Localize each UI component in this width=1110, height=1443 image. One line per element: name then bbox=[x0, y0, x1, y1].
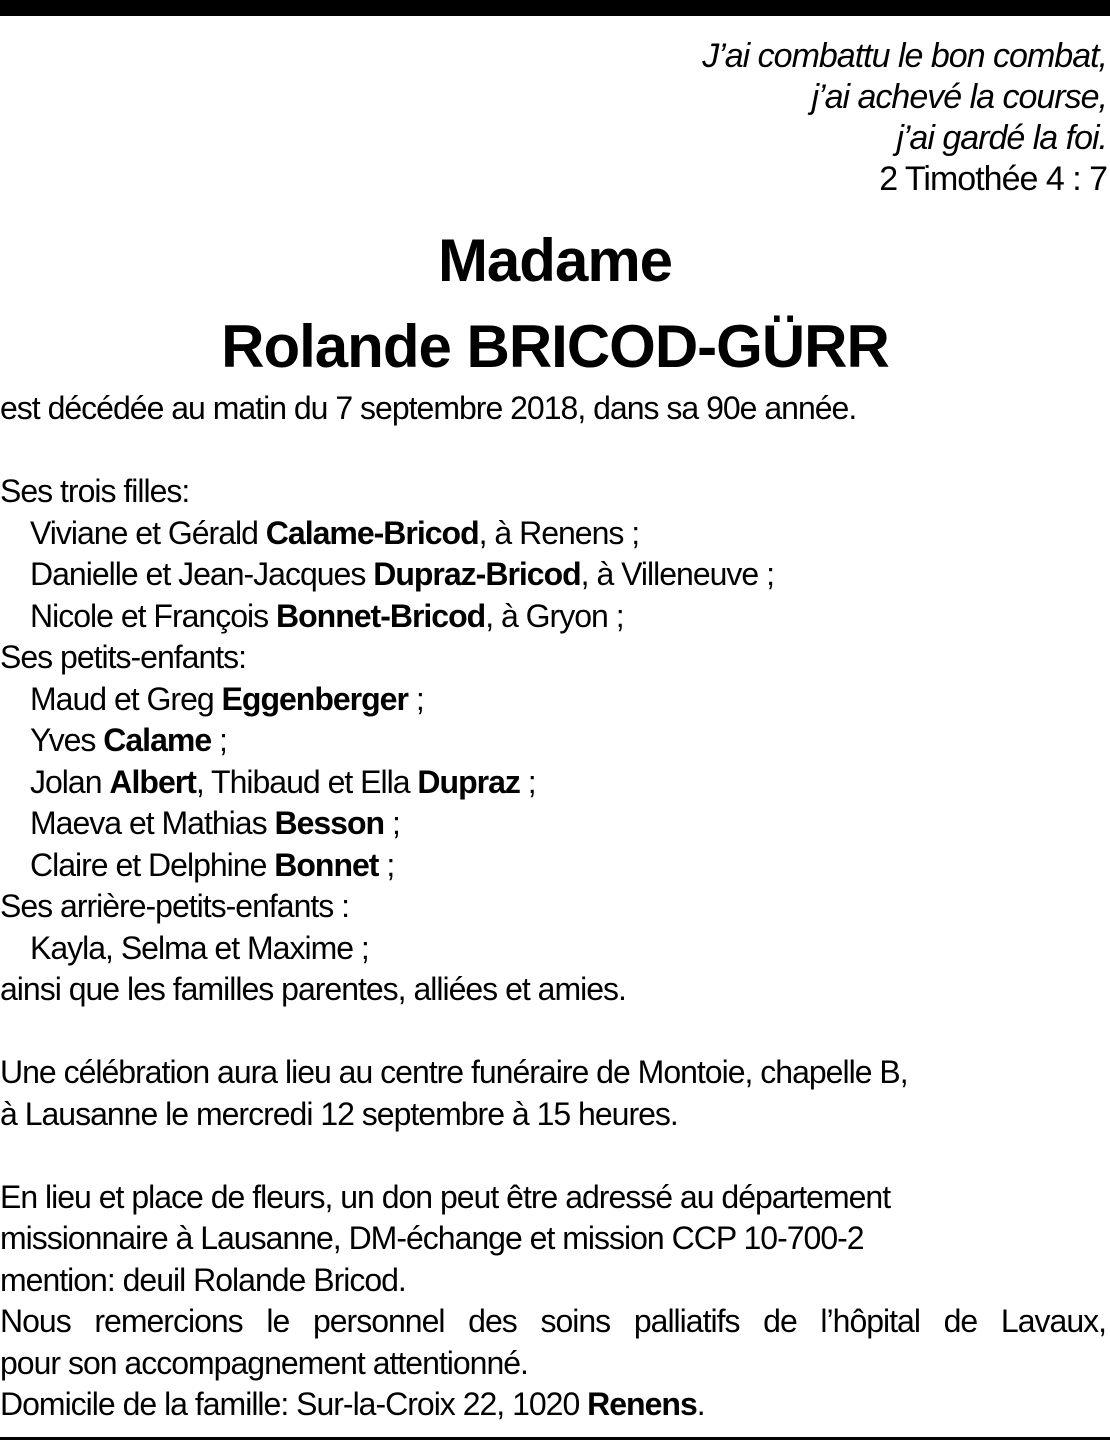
epigraph bbox=[702, 36, 1107, 200]
entry-names: Yves bbox=[30, 722, 104, 758]
daughter-entry bbox=[0, 596, 1110, 638]
entry-suffix: ; bbox=[407, 680, 424, 717]
entry-suffix: ; bbox=[211, 722, 227, 758]
entry-surname: Calame-Bricod bbox=[265, 514, 479, 551]
grandchild-entry bbox=[0, 803, 1110, 845]
grandchild-entry bbox=[0, 720, 1110, 762]
notice-body bbox=[0, 388, 1110, 1426]
entry-surname: Eggenberger bbox=[221, 680, 408, 717]
families-line: ainsi que les familles parentes, alliées et amies. bbox=[0, 971, 626, 1007]
entry-suffix: ; bbox=[378, 846, 395, 883]
honorific-title: Madame bbox=[437, 227, 673, 294]
entry-names: Maud et Greg bbox=[30, 680, 222, 717]
daughter-entry bbox=[0, 554, 1110, 596]
entry-suffix: , à Villeneuve ; bbox=[580, 556, 774, 592]
entry-surname: Bonnet bbox=[274, 846, 379, 883]
donation-line: missionnaire à Lausanne, DM-échange et mission CCP 10-700-2 bbox=[0, 1220, 864, 1256]
ceremony-line: Une célébration aura lieu au centre funéraire de Montoie, chapelle B, bbox=[0, 1054, 908, 1090]
entry-surname: Albert bbox=[109, 763, 196, 800]
spacer bbox=[0, 430, 1110, 472]
entry-names: Viviane et Gérald bbox=[30, 514, 266, 551]
spacer bbox=[0, 1011, 1110, 1053]
entry-names: Claire et Delphine bbox=[30, 846, 275, 883]
epigraph-reference: 2 Timothée 4 : 7 bbox=[879, 160, 1107, 198]
domicile-address: Domicile de la famille: Sur-la-Croix 22, 1020 bbox=[0, 1386, 588, 1422]
top-border-rule bbox=[0, 0, 1110, 16]
domicile-city: Renens bbox=[587, 1386, 697, 1422]
entry-suffix: ; bbox=[519, 763, 536, 800]
deceased-name: Rolande BRICOD-GÜRR bbox=[221, 313, 889, 380]
grandchild-entry bbox=[0, 679, 1110, 721]
grandchild-entry bbox=[0, 762, 1110, 804]
entry-names: Maeva et Mathias bbox=[30, 805, 275, 841]
grandchild-entry bbox=[0, 845, 1110, 887]
daughters-label: Ses trois filles: bbox=[0, 473, 190, 509]
entry-names: Jolan bbox=[30, 763, 110, 800]
epigraph-verse-line: j’ai achevé la course, bbox=[811, 78, 1107, 116]
daughter-entry bbox=[0, 513, 1110, 555]
bottom-border-rule bbox=[0, 1437, 1110, 1440]
epigraph-verse-line: J’ai combattu le bon combat, bbox=[702, 37, 1107, 75]
deceased-heading bbox=[0, 218, 1110, 390]
entry-surname: Bonnet-Bricod bbox=[275, 597, 486, 634]
donation-line: En lieu et place de fleurs, un don peut être adressé au département bbox=[0, 1178, 891, 1215]
entry-surname: Calame bbox=[103, 722, 212, 758]
grandchildren-label: Ses petits-enfants: bbox=[0, 639, 247, 675]
entry-names: Danielle et Jean-Jacques bbox=[30, 556, 374, 592]
entry-suffix: , à Gryon ; bbox=[485, 597, 624, 634]
entry-suffix: ; bbox=[384, 805, 400, 841]
domicile-suffix: . bbox=[696, 1386, 705, 1422]
entry-surname: Dupraz-Bricod bbox=[373, 556, 581, 592]
entry-surname: Besson bbox=[274, 805, 385, 841]
entry-surname: Dupraz bbox=[417, 763, 520, 800]
spacer bbox=[0, 1135, 1110, 1177]
great-grandchildren-label: Ses arrière-petits-enfants : bbox=[0, 888, 350, 924]
announcement-line: est décédée au matin du 7 septembre 2018, dans sa 90e année. bbox=[0, 390, 857, 426]
entry-names: , Thibaud et Ella bbox=[195, 763, 418, 800]
donation-line: mention: deuil Rolande Bricod. bbox=[0, 1261, 406, 1298]
epigraph-verse-line: j’ai gardé la foi. bbox=[896, 119, 1107, 157]
domicile-line bbox=[0, 1384, 1110, 1426]
ceremony-line: à Lausanne le mercredi 12 septembre à 15 heures. bbox=[0, 1095, 678, 1132]
entry-names: Nicole et François bbox=[30, 597, 276, 634]
entry-suffix: , à Renens ; bbox=[478, 514, 640, 551]
thanks-line: Nous remercions le personnel des soins palliatifs de l’hôpital de Lavaux, bbox=[0, 1303, 1106, 1339]
great-grandchild-entry: Kayla, Selma et Maxime ; bbox=[30, 929, 369, 966]
thanks-line: pour son accompagnement attentionné. bbox=[0, 1344, 528, 1381]
